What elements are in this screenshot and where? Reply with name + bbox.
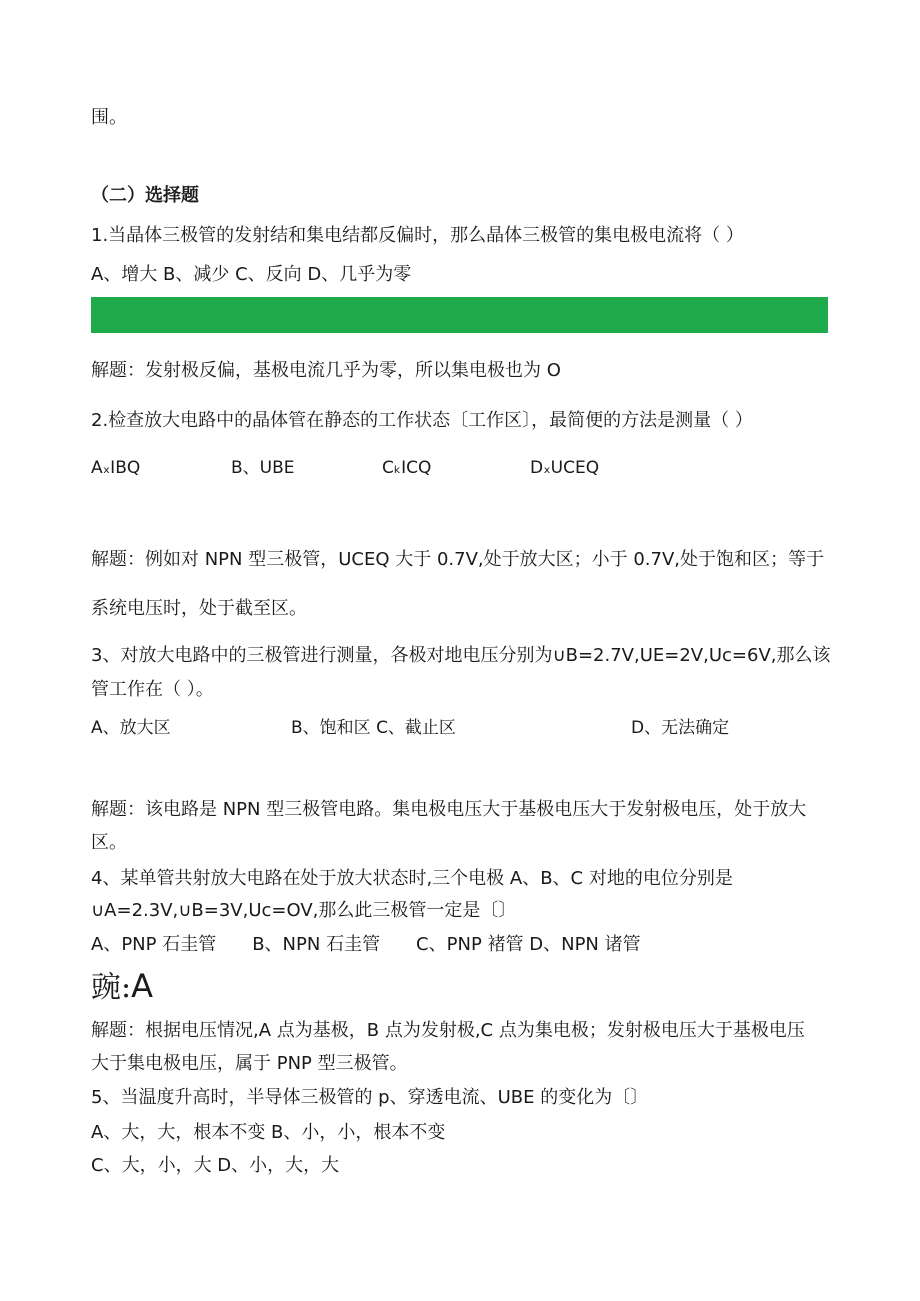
solution-4-line-1: 解题：根据电压情况,A 点为基极，B 点为发射极,C 点为集电极；发射极电压大于基极电压 [91,1020,805,1041]
question-4-options: A、PNP 石圭管 B、NPN 石圭管 C、PNP 褚管 D、NPN 诸管 [91,934,641,955]
text-line: 围。 [91,107,127,128]
question-4-line-2: ∪A=2.3V,∪B=3V,Uc=OV,那么此三极管一定是〔〕 [91,900,517,921]
question-3-option-d: D、无法确定 [631,718,730,738]
question-1-options: A、增大 B、减少 C、反向 D、几乎为零 [91,264,412,285]
question-3-option-bc: B、饱和区 C、截止区 [291,718,456,738]
solution-3-line-1: 解题：该电路是 NPN 型三极管电路。集电极电压大于基极电压大于发射极电压，处于放大 [91,799,807,820]
question-5: 5、当温度升高时，半导体三极管的 p、穿透电流、UBE 的变化为〔〕 [91,1087,649,1108]
solution-4-line-2: 大于集电极电压，属于 PNP 型三极管。 [91,1053,408,1074]
answer-highlight-bar [91,297,828,333]
question-1: 1.当晶体三极管的发射结和集电结都反偏时，那么晶体三极管的集电极电流将（ ） [91,225,744,246]
question-3-option-a: A、放大区 [91,718,171,738]
solution-3-line-2: 区。 [91,832,127,853]
solution-2-line-1: 解题：例如对 NPN 型三极管，UCEQ 大于 0.7V,处于放大区；小于 0.7V,处于饱和区；等于 [91,549,824,570]
question-3-line-2: 管工作在（ ）。 [91,679,214,700]
question-3-line-1: 3、对放大电路中的三极管进行测量，各极对地电压分别为∪B=2.7V,UE=2V,Uc=6V,那么该 [91,645,831,666]
solution-2-line-2: 系统电压时，处于截至区。 [91,598,307,619]
question-2-option-b: B、UBE [231,458,295,478]
question-5-options-cd: C、大，小，大 D、小，大，大 [91,1155,340,1176]
question-2-option-a: AₓIBQ [91,458,141,478]
question-2-option-d: DₓUCEQ [530,458,600,478]
answer-4-label: 豌: [91,970,132,1005]
section-heading: （二）选择题 [91,185,199,206]
answer-4-letter: A [131,967,153,1005]
question-2: 2.检查放大电路中的晶体管在静态的工作状态〔工作区〕，最简便的方法是测量（ ） [91,410,753,431]
answer-4 [91,966,153,1008]
question-5-options-ab: A、大，大，根本不变 B、小，小，根本不变 [91,1122,446,1143]
solution-1: 解题：发射极反偏，基极电流几乎为零，所以集电极也为 O [91,360,561,381]
question-2-option-c: CₖICQ [382,458,432,478]
question-4-line-1: 4、某单管共射放大电路在处于放大状态时,三个电极 A、B、C 对地的电位分别是 [91,868,733,889]
